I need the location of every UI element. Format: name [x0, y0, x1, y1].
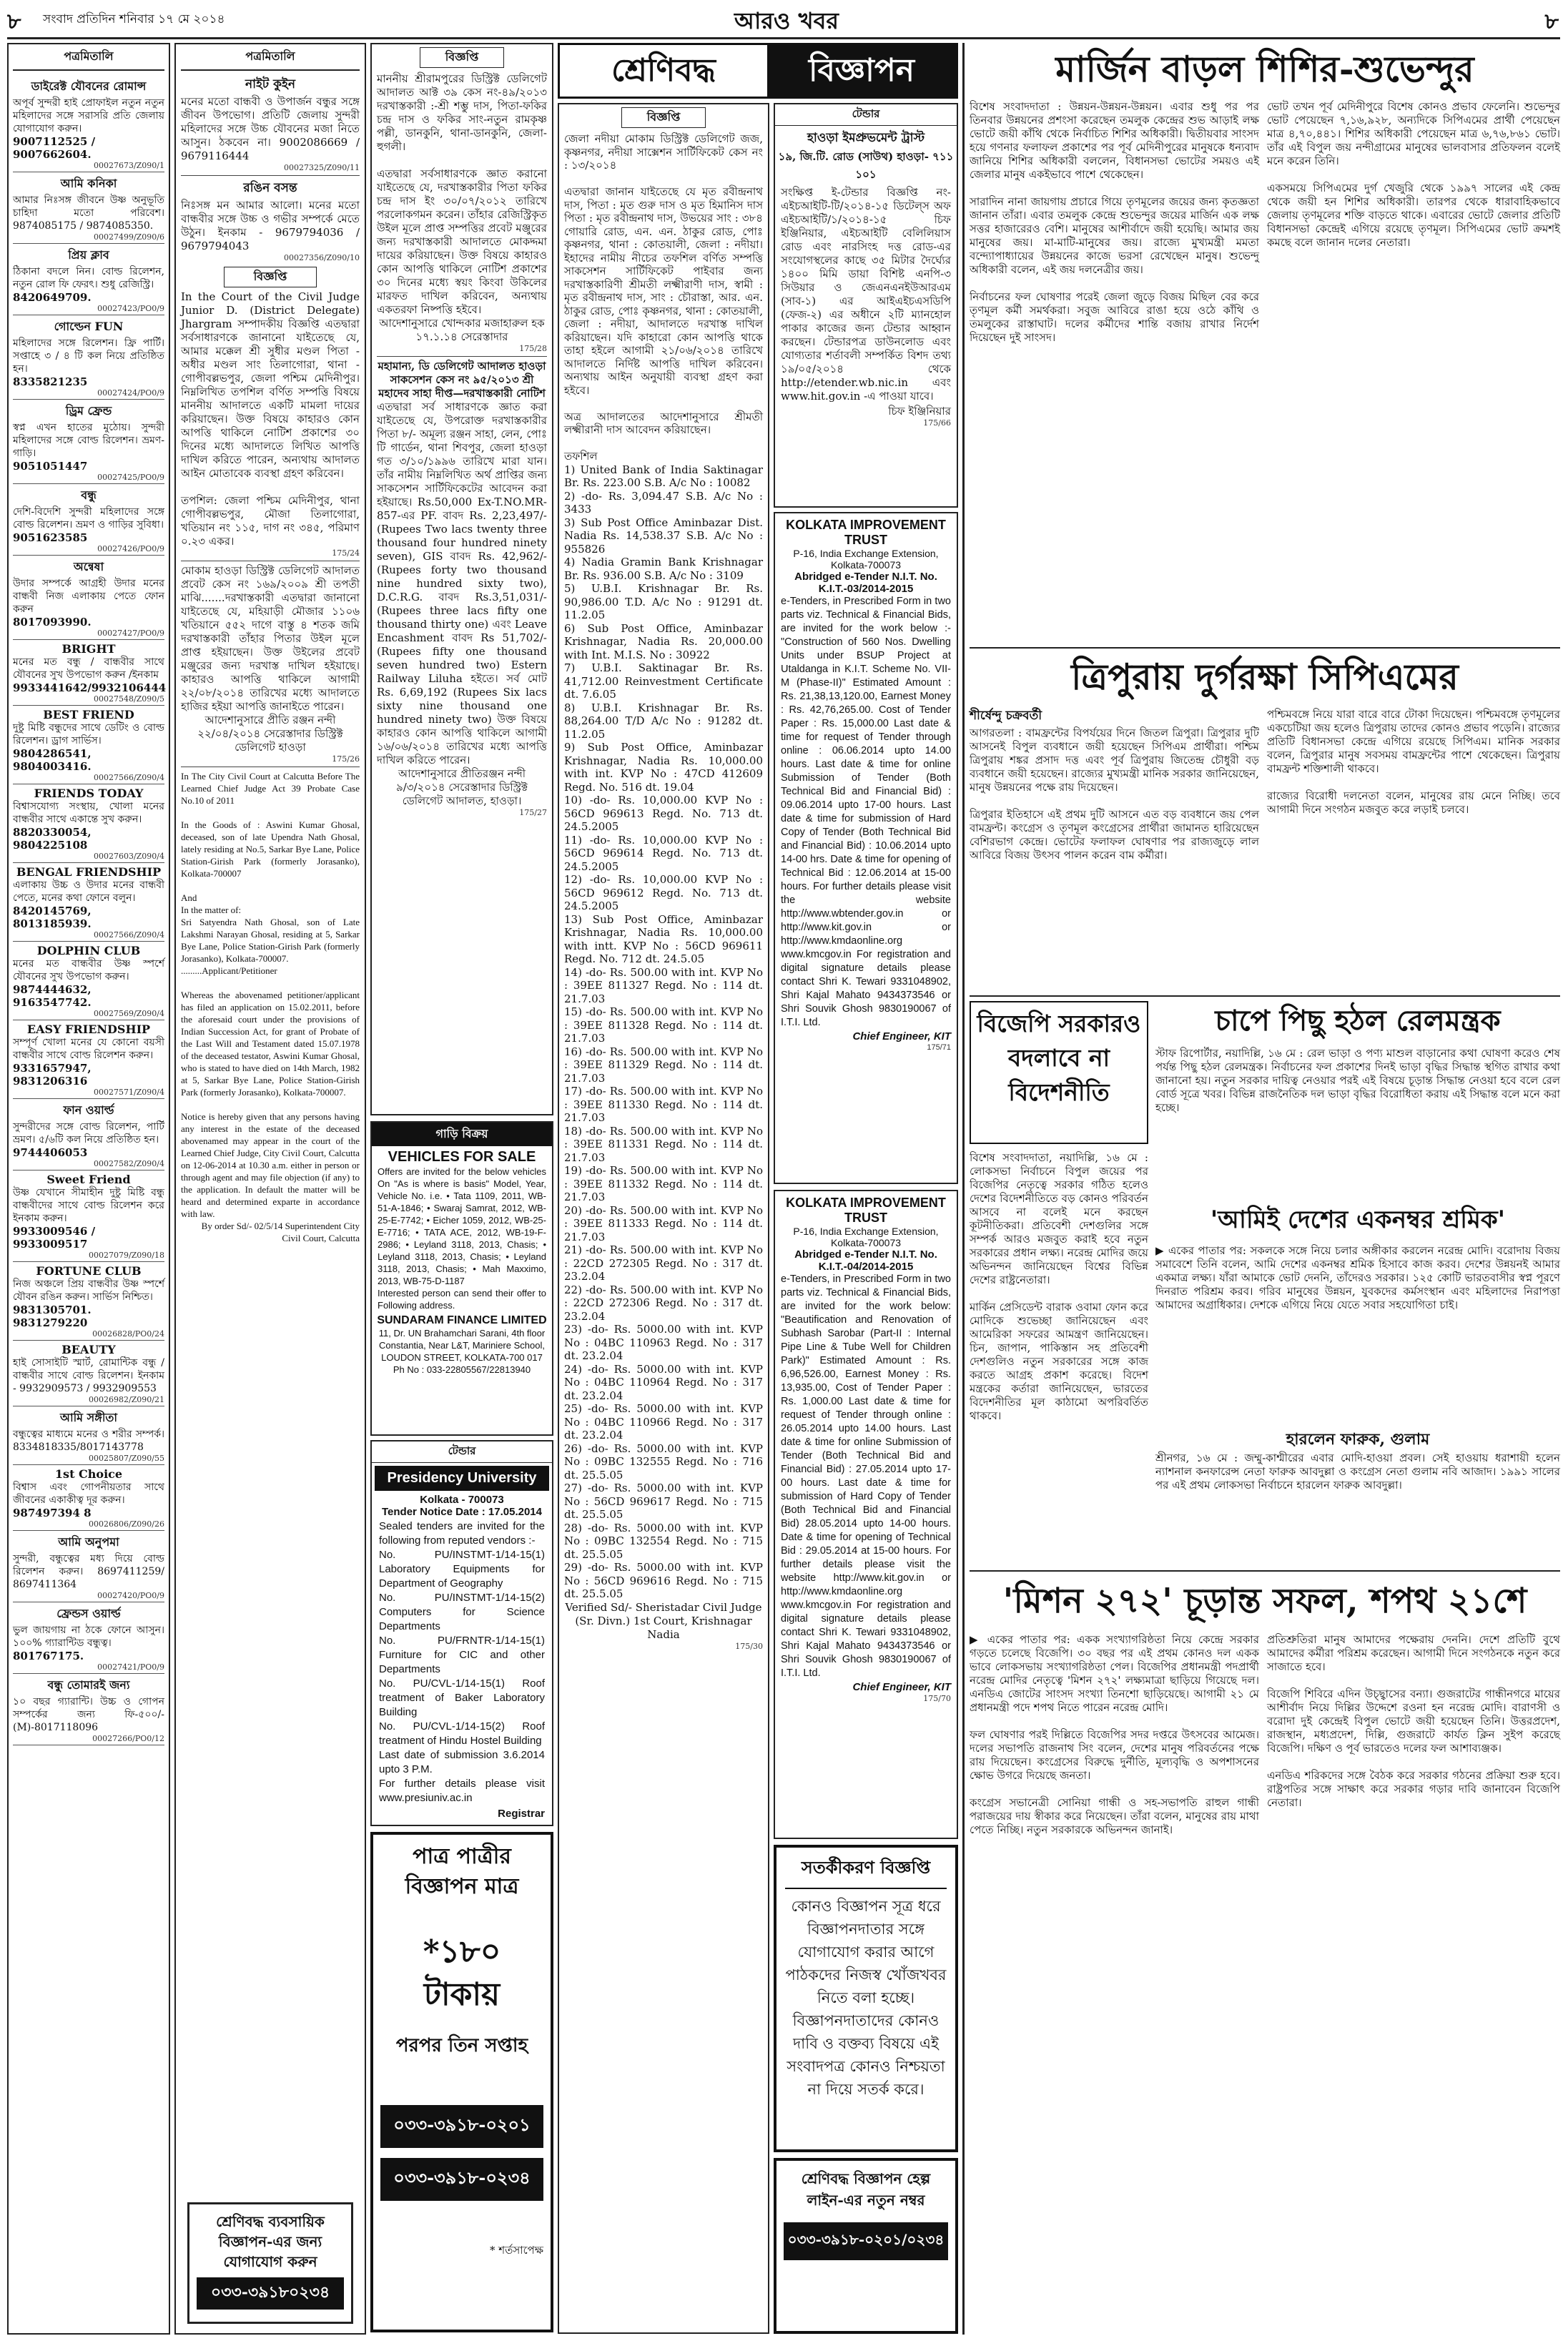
col1-header: পত্রমিতালি [13, 47, 164, 71]
notice-code: 175/24 [332, 548, 360, 558]
ad-phone: 8420649709. [13, 291, 92, 304]
probate-sign: By order Sd/- 02/5/14 Superintendent City Civil Court, Calcutta [201, 1221, 363, 1243]
classified-ad [13, 315, 168, 400]
business-ad-box [187, 2202, 353, 2324]
vehicle-bar: গাড়ি বিক্রয় [372, 1123, 552, 1146]
ad-code: 00026982/Z090/21 [88, 1395, 164, 1404]
ad-title: BENGAL FRIENDSHIP [16, 865, 162, 879]
col4-header: বিজ্ঞপ্তি [621, 107, 706, 128]
kit1-sign: Chief Engineer, KIT [852, 1030, 951, 1043]
classified-ad [13, 1099, 168, 1170]
ad-body: স্বপ্ন এখন হাতের মুঠোয়। সুন্দরী মহিলাদের সঙ্গে বোল্ড রিলেশন। ভ্রমণ-গাড়ি। [13, 422, 168, 459]
ad-body: সুন্দরীদের সঙ্গে বোল্ড রিলেশন, পার্টি ভ্রমণ। ৫/৬টি কল নিয়ে প্রতিষ্ঠিত হন। [13, 1121, 168, 1145]
paper-dateline: সংবাদ প্রতিদিন শনিবার ১৭ মে ২০১৪ [43, 12, 225, 26]
classified-ad [13, 75, 168, 172]
kit2-address: P-16, India Exchange Extension, Kolkata-700073 [793, 1226, 939, 1248]
col1-classifieds [7, 43, 170, 2335]
kit2-title: KOLKATA IMPROVEMENT TRUST [786, 1196, 946, 1225]
ad-title: BRIGHT [61, 642, 116, 656]
helpline-box [774, 2158, 958, 2334]
hit-title: হাওড়া ইমপ্রুভমেন্ট ট্রাস্ট [807, 131, 925, 145]
byline-tripura: শীর্ষেন্দু চক্রবর্তী [970, 709, 1042, 723]
ad-code: 00027079/Z090/18 [88, 1251, 164, 1260]
col5-tender-bar: টেন্ডার [775, 104, 957, 126]
business-ad-text: শ্রেণিবদ্ধ ব্যবসায়িক বিজ্ঞাপন-এর জন্য যোগাযোগ করুন [216, 2213, 325, 2270]
ad-body: সুন্দরী, বন্ধুত্বের মধ্য দিয়ে বোল্ড রিলেশন করুন। 8697411259/ 8697411364 [13, 1553, 168, 1590]
ad-phone: 8335821235 [13, 375, 88, 388]
classified-ad [13, 640, 168, 706]
kit1-code: 175/71 [927, 1043, 951, 1052]
ad-phone: 987497394 8 [13, 1507, 92, 1519]
ad-title: 1st Choice [54, 1467, 123, 1481]
classified-ad [13, 484, 168, 556]
ad-title: BEAUTY [61, 1343, 116, 1356]
ad-body: নিজ অঞ্চলে প্রিয় বান্ধবীর উষ্ণ স্পর্শে যৌবন রঙিন করুন। সার্ভিস নিশ্চিত। [13, 1278, 168, 1303]
ad-phone: 9804286541, 9804003416. [13, 747, 92, 773]
kit1-body: e-Tenders, in Prescribed Form in two parts viz. Technical & Financial Bids, are invited for the work below :- "Construction of 560 Nos. Dwelling Units under BSUP Project at Utaldanga in K.I.T. Scheme No. VII-M (Phase-II)" Estimated Amount : Rs. 21,38,13,120.00, Earnest Money : Rs. 42,76,265.00. Cost of Tender Paper : Rs. 15,000.00 Last date & time for request of Tender through online : 06.06.2014 upto 14.00 hours. Last date & time for online Submission of Tender (Both Technical Bid and Financial Bid) : 09.06.2014 upto 17-00 hours. Last date & time for submission of Hard Copy of Tender (Both Technical Bid and Financial Bid) : 10.06.2014 upto 14-00 hrs. Date & time for opening of Technical Bid : 12.06.2014 at 15-00 hours. For further details please visit the website http://www.wbtender.gov.in or http://www.kit.gov.in or http://www.kmdaonline.org www.kmcgov.in For registration and digital signature details please contact Shri K. Tewari 9331048902, Shri Kajal Mahato 9434373546 or Shri Souvik Ghosh 9830190067 of I.T.I. Ltd. [781, 596, 955, 1028]
kit1-title: KOLKATA IMPROVEMENT TRUST [786, 518, 946, 547]
col4-sign: Verified Sd/- Sheristadar Civil Judge (Sr. Divn.) 1st Court, Krishnagar Nadia [565, 1600, 766, 1641]
story-worker: ▶ একের পাতার পর: সকলকে সঙ্গে নিয়ে চলার অঙ্গীকার করলেন নরেন্দ্র মোদি। বরোদায় বিজয় সমাবেশে তিনি বলেন, আমি দেশের একনম্বর শ্রমিক হিসাবে কাজ করব। দেশের উন্নয়নই আমার একমাত্র লক্ষ্য। যাঁরা আমাকে ভোট দেননি, তাঁদেরও সরকার। ১২৫ কোটি ভারতবাসীর স্বপ্ন পূরণে দিনরাত পরিশ্রম করব। গরিব মানুষের উন্নয়ন, যুবকদের কর্মসংস্থান এবং মহিলাদের নিরাপত্তা আমাদের অগ্রাধিকার। দেশকে এগিয়ে নিয়ে যেতে সবার সহযোগিতা চাই। [1155, 1244, 1564, 1311]
tender-bar: টেন্ডার [372, 1441, 552, 1463]
ad-title: আমি সঙ্গীতা [59, 1411, 118, 1424]
notice-code: 175/28 [519, 344, 547, 353]
ad-body: বিশ্বাসযোগ্য সংস্থায়, খোলা মনের বান্ধবীর সাথে একান্তে সুখ করুন। [13, 801, 168, 825]
ad-title: FRIENDS TODAY [34, 787, 144, 800]
helpline-phone: ০৩৩-৩৯১৮-০২০১/০২৩৪ [784, 2222, 948, 2260]
classified-ad [13, 1170, 168, 1262]
matri-title: পাত্র পাত্রীর বিজ্ঞাপন মাত্র [405, 1844, 519, 1899]
ad-body: দেশি-বিদেশি সুন্দরী মহিলাদের সঙ্গে বোল্ড রিলেশন। ভ্রমণ ও গাড়ির সুবিধা। [13, 506, 168, 531]
ad-code: 00027266/PO0/12 [92, 1734, 164, 1743]
ad-body: বিশ্বাস এবং গোপনীয়তার সাথে জীবনের একাকীত্ব দূর করুন। [13, 1482, 168, 1506]
story-divider [970, 995, 1560, 997]
hit-body: সংক্ষিপ্ত ই-টেন্ডার বিজ্ঞপ্তি নং- এইচআইটি-টি/২০১৪-১৫ ডিটেল্‌স অফ এইচআইটি/১/২০১৪-১৫ চিফ ইঞ্জিনিয়ার, এইচআইটি বেলিলিয়াস রোড এবং নারসিংহ দত্ত রোড-এর সংযোগস্থলের কাছে ৩৫ মিটার দৈর্ঘ্যের ১৪০০ মিমি ডায়া বিশিষ্ট এনপি-৩ সিউয়ার ও জেএনএনইউআরএম (সাব-১) এর আইএইচএসডিপি (ফেজ-২) এর অধীনে ২টি ম্যানহোল পাকার কাজের জন্য টেন্ডার আহ্বান করছেন। টেন্ডারপত্র ডাউনলোড এবং যোগ্যতার শর্তাবলী সম্পর্কিত বিশদ তথ্য ১৯/০৫/২০১৪ থেকে http://etender.wb.nic.in এবং www.hit.gov.in -এ পাওয়া যাবে। [781, 186, 955, 403]
headline-tripura: ত্রিপুরায় দুর্গরক্ষা সিপিএমের [1071, 656, 1459, 698]
headline-worker: 'আমিই দেশের একনম্বর শ্রমিক' [1210, 1206, 1506, 1234]
hit-code: 175/66 [923, 418, 951, 428]
hit-sign: চিফ ইঞ্জিনিয়ার [888, 405, 951, 418]
ad-code: 00027566/Z090/4 [93, 773, 164, 782]
page-number: ৮ [7, 9, 21, 34]
ad-phone: 801767175. [13, 1650, 84, 1662]
col3-header: বিজ্ঞপ্তি [420, 47, 504, 68]
ad-code: 00027325/Z090/11 [283, 163, 360, 172]
col4-body: জেলা নদীয়া মোকাম ডিস্ট্রিক্ট ডেলিগেট জজ, কৃষ্ণনগর, নদীয়া সাক্সেশন সার্টিফিকেট কেস নং : ১৩/২০১৪ এতদ্বারা জানান যাইতেছে যে মৃত রবীন্দ্রনাথ দাস, পিতা : মৃত গুরু দাস ও মৃত হিমানিস দাস পিতা : মৃত রবীন্দ্রনাথ দাস, উভয়ের সাং : ৩৮৪ গোয়ারি রোড, এন. এন. ঠাকুর রোড, পোঃ কৃষ্ণনগর, থানা : কোতয়ালী, জেলা : নদীয়া। ইহাদের নামীয় নীচের তফশিল বর্ণিত সম্পত্তি সাকসেশন সার্টিফিকেট পাইবার জন্য দরখাস্তকারিণী শ্রীমতী লক্ষ্মীরাণী দাস, স্বামী : মৃত রবীন্দ্রনাথ দাস, সাং : চৌরাস্তা, আর. এন. ঠাকুর রোড, পোঃ কৃষ্ণনগর, থানা : কোতয়ালী, জেলা : নদীয়া, আদালতে দরখাস্ত দাখিল করিয়াছেন। যদি কাহারো কোন আপত্তি থাকে তাহা হইলে আগামী ২১/০৬/২০১৪ তারিখে আদালতে নির্দিষ্ট আপত্তি দাখিল করিবেন। অন্যথায় আইন অনুযায়ী ব্যবস্থা গ্রহণ করা হইবে। অত্র আদালতের আদেশানুসারে শ্রীমতী লক্ষ্মীরানী দাস আবেদন করিয়াছেন। তফশিল 1) United Bank of India Saktinagar Br. Rs. 223.00 S.B. A/c No : 10082 2) -do- Rs. 3,094.47 S.B. A/c No : 3433 3) Sub Post Office Aminbazar Dist. Nadia Rs. 14,538.37 S.B. A/c No : 955826 4) Nadia Gramin Bank Krishnagar Br. Rs. 936.00 S.B. A/c No : 3109 5) U.B.I. Krishnagar Br. Rs. 90,986.00 T.D. A/c No : 91291 dt. 11.2.05 6) Sub Post Office, Aminbazar Krishnagar, Nadia Rs. 20,000.00 with Int. M.I.S. No : 30922 7) U.B.I. Saktinagar Br. Rs. 41,712.00 Reinvestment Certificate dt. 7.6.05 8) U.B.I. Krishnagar Br. Rs. 88,264.00 T/D A/c No : 91282 dt. 11.2.05 9) Sub Post Office, Aminbazar Krishnagar, Nadia Rs. 10,000.00 with int. KVP No : 47CD 412609 Regd. No. 516 dt. 19.04 10) -do- Rs. 10,000.00 KVP No : 56CD 969613 Regd. No. 713 dt. 24.5.2005 11) -do- Rs. 10,000.00 KVP No : 56CD 969614 Regd. No. 713 dt. 24.5.2005 12) -do- Rs. 10,000.00 KVP No : 56CD 969612 Regd. No. 713 dt. 24.5.2005 13) Sub Post Office, Aminbazar Krishnagar, Nadia Rs. 10,000.00 with intt. KVP No : 56CD 969611 Regd. No. 712 dt. 24.5.05 14) -do- Rs. 500.00 with int. KVP No : 39EE 811327 Regd. No : 114 dt. 21.7.03 15) -do- Rs. 500.00 with int. KVP No : 39EE 811328 Regd. No : 114 dt. 21.7.03 16) -do- Rs. 500.00 with int. KVP No : 39EE 811329 Regd. No : 114 dt. 21.7.03 17) -do- Rs. 500.00 with int. KVP No : 39EE 811330 Regd. No : 114 dt. 21.7.03 18) -do- Rs. 500.00 with int. KVP No : 39EE 811331 Regd. No : 114 dt. 21.7.03 19) -do- Rs. 500.00 with int. KVP No : 39EE 811332 Regd. No : 114 dt. 21.7.03 20) -do- Rs. 500.00 with int. KVP No : 39EE 811333 Regd. No : 114 dt. 21.7.03 21) -do- Rs. 500.00 with int. KVP No : 22CD 272305 Regd. No : 317 dt. 23.2.04 22) -do- Rs. 500.00 with int. KVP No : 22CD 272306 Regd. No : 317 dt. 23.2.04 23) -do- Rs. 5000.00 with int. KVP No : 04BC 110963 Regd. No : 317 dt. 23.2.04 24) -do- Rs. 5000.00 with int. KVP No : 04BC 110964 Regd. No : 317 dt. 23.2.04 25) -do- Rs. 5000.00 with int. KVP No : 04BC 110966 Regd. No : 317 dt. 23.2.04 26) -do- Rs. 5000.00 with int. KVP No : 09BC 132555 Regd. No : 716 dt. 25.5.05 27) -do- Rs. 5000.00 with int. KVP No : 56CD 969617 Regd. No : 715 dt. 25.5.05 28) -do- Rs. 5000.00 with int. KVP No : 09BC 132554 Regd. No : 715 dt. 25.5.05 29) -do- Rs. 5000.00 with int. KVP No : 56CD 969616 Regd. No : 715 dt. 25.5.05 [564, 132, 763, 1600]
ad-title: ফ্রেন্ডস ওয়ার্ল্ড [56, 1607, 121, 1620]
ad-body: ১০ বছর গ্যারান্টি। উচ্চ ও গোপন সম্পর্কের জন্য ফি-৫০০/- (M)-8017118096 [13, 1696, 168, 1733]
probate-notice-body: মাননীয় শ্রীরামপুরের ডিস্ট্রিক্ট ডেলিগেট আদালত আক্ট ৩৯ কেস নং-৪৯/২০১৩ দরখাস্তকারী :-শ্রী শম্ভু দাস, পিতা-ফকির চন্দ্র দাস ও ফকির সাং-নতুন রামকৃষ্ণ পল্লী, ডানকুনি, থানা-ডানকুনি, জেলা-হুগলী। এতদ্বারা সর্বসাধারণকে জ্ঞাত করানো যাইতেছে যে, দরখাস্তকারীর পিতা ফকির চন্দ্র দাস ইং ৩০/০৭/২০১২ তারিখে পরলোকগমন করেন। তাঁহার রেজিস্ট্রিকৃত উইল মূলে প্রাপ্ত সম্পত্তির প্রবেট মঞ্জুরের জন্য দরখাস্তকারী আদালতে মোকদ্দমা দায়ের করিয়াছেন। উক্ত বিষয়ে কাহারও কোন আপত্তি থাকিলে নোটিশ প্রকাশের ৩০ দিনের মধ্যে স্বয়ং কিংবা উকিলের মারফত দাখিল করিবেন, অন্যথায় একতরফা নিষ্পত্তি হইবে। [377, 72, 547, 316]
story-tripura-right: পশ্চিমবঙ্গে নিয়ে যারা বারে বারে টোকা দিয়েছেন। পশ্চিমবঙ্গে তৃণমূলের একচেটিয়া জয় হলেও ত্রিপুরায় তাদের কোনও প্রভাব পড়েনি। রাজ্যের প্রতিটি বিধানসভা কেন্দ্রে এগিয়ে রয়েছে সিপিএম। মানিক সরকার বলেন, ত্রিপুরার মানুষ সবসময় বামফ্রন্টের পাশে থেকেছেন। ত্রিপুরায় বামফ্রন্ট শক্তিশালী থাকবে। রাজ্যের বিরোধী দলনেতা বলেন, মানুষের রায় মেনে নিচ্ছি। তবে আগামী দিনে সংগঠন মজবুত করে লড়াই চলবে। [1267, 708, 1560, 816]
ad-phone: 8820330054, 9804225108 [13, 826, 92, 852]
ad-code: 00027569/Z090/4 [93, 1009, 164, 1018]
business-ad-phone: ০৩৩-৩৯১৮০২৩৪ [197, 2277, 344, 2310]
matri-price: *১৮০ টাকায় [423, 1933, 501, 2013]
story-divider [970, 1570, 1560, 1572]
story-rail: স্টাফ রিপোর্টার, নয়াদিল্লি, ১৬ মে : রেল ভাড়া ও পণ্য মাশুল বাড়ানোর কথা ঘোষণা করেও শেষ পর্যন্ত পিছু হঠল রেলমন্ত্রক। নির্বাচনের ফল প্রকাশের দিনই ভাড়া বৃদ্ধির সিদ্ধান্ত স্থগিত রাখার কথা জানানো হয়। নতুন সরকার দায়িত্ব নেওয়ার পরই এই বিষয়ে চূড়ান্ত সিদ্ধান্ত নেওয়া হবে বলে রেল বোর্ড সূত্রে খবর। বিভিন্ন রাজনৈতিক দল ভাড়া বৃদ্ধির বিরোধিতা করায় এই সিদ্ধান্ত বলে মনে করা হচ্ছে। [1155, 1047, 1564, 1114]
kit2-sign: Chief Engineer, KIT [852, 1681, 951, 1693]
hit-address: ১৯, জি.টি. রোড (সাউথ) হাওড়া- ৭১১ ১০১ [778, 150, 954, 181]
notice-body: In the Court of the Civil Judge Junior D. (District Delegate) Jhargram সম্পাদকীয় বিজ্ঞপ্তি এতদ্বারা সর্বসাধারণকে জানানো যাইতেছে যে, আমার মক্কেল শ্রী সুধীর মণ্ডল পিতা - অধীর মণ্ডল সাং তিলাগোরা, থানা - গোপীবল্লভপুর, জেলা পশ্চিম মেদিনীপুর। নিম্নলিখিত তপশিল বর্ণিত সম্পত্তি বিষয়ে মাননীয় আদালতে একটি মামলা দায়ের করিয়াছেন। উক্ত বিষয়ে কাহারও কোন আপত্তি থাকিলে নোটিশ প্রকাশের ৩০ দিনের মধ্যে আদালতে লিখিত আপত্তি দাখিল করিতে পারেন, অন্যথায় আদালত আইন মোতাবেক ব্যবস্থা গ্রহণ করিবেন। তপশিল: জেলা পশ্চিম মেদিনীপুর, থানা গোপীবল্লভপুর, মৌজা তিলাগোরা, খতিয়ান নং ১১৫, দাগ নং ৩৪৫, পরিমাণ ০.২৩ একর। [181, 290, 360, 548]
kit2-body: e-Tenders, in Prescribed Form in two parts viz. Technical & Financial Bids, are invited for the work below: "Beautification and Renovation of Subhash Sarobar (Part-II : Internal Pipe Line & Tube Well for Children Park)" Estimated Amount : Rs. 6,96,526.00, Earnest Money : Rs. 13,935.00, Cost of Tender Paper : Rs. 1,000.00 Last date & time for request of Tender through online : 26.05.2014 upto 14.00 hours. Last date & time for online Submission of Tender (Both Technical Bid and Financial Bid) : 27.05.2014 upto 17-00 hours. Last date & time for submission of Hard Copy of Tender (Both Technical Bid and Financial Bid) 28.05.2014 upto 14-00 hours. Date & time for opening of Technical Bid : 29.05.2014 at 15-00 hours. For further details please visit the website http://www.kit.gov.in or http://www.kmdaonline.org www.kmcgov.in For registration and digital signature details please contact Shri K. Tewari 9331048902, Shri Kajal Mahato 9434373546 or Shri Souvik Ghosh 9830190067 of I.T.I. Ltd. [781, 1273, 955, 1679]
ad-phone: 9744406053 [13, 1146, 88, 1159]
classified-ad [13, 1020, 168, 1099]
ad-title: BEST FRIEND [43, 708, 134, 721]
ad-body: ভুল জায়গায় না ঠকে ফোনে আসুন। ১০০% গ্যারান্টিড বন্ধুত্ব। [13, 1625, 168, 1649]
headline-rail: চাপে পিছু হঠল রেলমন্ত্রক [1215, 1004, 1501, 1038]
ad-body: আমার নিঃসঙ্গ জীবনে উষ্ণ অনুভূতি চাহিদা মতো পরিবেশ। 9874085175 / 9874085350. [13, 194, 168, 232]
classified-ad [13, 706, 168, 784]
col4-code: 175/30 [735, 1641, 763, 1651]
classified-ad [13, 863, 168, 942]
ad-code: 00026806/Z090/26 [88, 1519, 164, 1529]
matri-phone-2: ০৩৩-৩৯১৮-০২৩৪ [380, 2158, 543, 2201]
classified-ad [13, 1341, 168, 1406]
banner-right: বিজ্ঞাপন [767, 45, 956, 97]
probate-notice: In The City Civil Court at Calcutta Before The Learned Chief Judge Act 39 Probate Case No.10 of 2011 In the Goods of : Aswini Kumar Ghosal, deceased, son of late Upendra Nath Ghosal, lately residing at No.5, Sarkar Bye Lane, Police Station-Girish Park (formerly Jorasanko), Kolkata-700007 And In the matter of: Sri Satyendra Nath Ghosal, son of Late Lakshmi Narayan Ghosal, residing at 5, Sarkar Bye Lane, Police Station-Girish Park (formerly Jorasanko), Kolkata-700007. .........Applicant/Petitioner Whereas the abovenamed petitioner/applicant has filed an application on 15.02.2011, before the aforesaid court under the provisions of Indian Succession Act, for grant of Probate of the Last Will and Testament dated 15.07.1978 of the deceased testator, Aswini Kumar Ghosal, who is stated to have died on 14th March, 1982 at 5, Sarkar Bye Lane, Police Station-Girish Park (formerly Jorasanko), Kolkata-700007. Notice is hereby given that any persons having any interest in the estate of the deceased abovenamed may appear in the court of the Learned Chief Judge, City Civil Court, Calcutta on 12-06-2014 at 10.30 a.m. either in person or through agent and may file objection (if any) to the application. In default the matter will be heard and determined exparte in accordance with law. [181, 767, 360, 1220]
kit2-code: 175/70 [923, 1694, 951, 1703]
kit1-number: Abridged e-Tender N.I.T. No. K.I.T.-03/2014-2015 [794, 571, 937, 595]
col1-ad-list [13, 75, 168, 1745]
story-foreign-policy: বিশেষ সংবাদদাতা, নয়াদিল্লি, ১৬ মে : লোকসভা নির্বাচনে বিপুল জয়ের পর বিজেপির নেতৃত্বে সরকার গঠিত হলেও দেশের বিদেশনীতিতে বড় কোনও পরিবর্তন আসবে না বলেই মনে করছেন কূটনীতিকরা। প্রতিবেশী দেশগুলির সঙ্গে সম্পর্ক আরও মজবুত করাই হবে নতুন সরকারের প্রধান লক্ষ্য। নরেন্দ্র মোদির জয়ে অভিনন্দন জানিয়েছেন বিশ্বের বিভিন্ন দেশের রাষ্ট্রনেতারা। মার্কিন প্রেসিডেন্ট বারাক ওবামা ফোন করে মোদিকে শুভেচ্ছা জানিয়েছেন এবং আমেরিকা সফরের আমন্ত্রণ জানিয়েছেন। চিন, জাপান, পাকিস্তান সহ প্রতিবেশী দেশগুলিও নতুন সরকারের সঙ্গে কাজ করতে আগ্রহ প্রকাশ করেছে। বিদেশ মন্ত্রকের কর্তারা জানিয়েছেন, ভারতের বিদেশনীতির মূল কাঠামো অপরিবর্তিত থাকবে। [970, 1151, 1148, 1422]
news-divider [962, 43, 965, 2335]
ad-code: 00026828/PO0/24 [92, 1329, 164, 1339]
classified-ad [13, 244, 168, 315]
ad-code: 00027424/PO0/9 [97, 388, 164, 398]
ad-phone: 9051623585 [13, 531, 88, 544]
ad-title: প্রিয় ক্লাব [68, 248, 109, 262]
masthead-rule [7, 37, 1560, 39]
ad-title: DOLPHIN CLUB [36, 944, 141, 957]
caution-title: সতর্কীকরণ বিজ্ঞপ্তি [785, 1855, 947, 1889]
ad-code: 00027421/PO0/9 [97, 1662, 164, 1672]
succession-code: 175/27 [519, 808, 547, 817]
vehicle-title: VEHICLES FOR SALE [388, 1149, 536, 1165]
matri-phone-1: ০৩৩-৩৯১৮-০২০১ [380, 2105, 543, 2148]
headline-foreign-policy: বিজেপি সরকারও বদলাবে না বিদেশনীতি [970, 1001, 1148, 1144]
ad-body: মনের মত বান্ধবীর উষ্ণ স্পর্শে যৌবনের সুখ উপভোগ করুন। [13, 958, 168, 982]
presidency-tender [370, 1440, 553, 1826]
ad-body: উদার সম্পর্কে আগ্রহী উদার মনের বান্ধবী নিজ এলাকায় পেতে ফোন করুন [13, 578, 168, 615]
headline-margin: মার্জিন বাড়ল শিশির-শুভেন্দুর [1055, 48, 1474, 90]
classified-ad [13, 400, 168, 484]
ad-title: অন্বেষা [73, 560, 104, 573]
classified-ad [13, 1531, 168, 1602]
ad-code: 00027566/Z090/4 [93, 930, 164, 940]
kit-tender-1 [774, 512, 958, 1184]
matri-weeks: পরপর তিন সপ্তাহ [395, 2035, 528, 2056]
university-sub: Kolkata - 700073 [420, 1494, 504, 1506]
ad-title: আমি অনুপমা [58, 1535, 119, 1549]
ad-title: রঙিন বসন্ত [181, 175, 360, 199]
notice2-sign: আদেশানুসারে প্রীতি রঞ্জন নন্দী ২২/০৪/২০১৪ সেরেস্তাদার ডিস্ট্রিক্ট ডেলিগেট হাওড়া [197, 714, 347, 754]
classified-ad [13, 1406, 168, 1465]
story-mission-right: প্রতিশ্রুতিরা মানুষ আমাদের পক্ষেরায় দেননি। দেশে প্রতিটি বুথে আমাদের কর্মীরা পরিশ্রম করেছেন। আগামী দিনে সংগঠনকে নতুন করে সাজাতে হবে। বিজেপি শিবিরে এদিন উচ্ছ্বাসের বন্যা। গুজরাটের গান্ধীনগরে মায়ের আশীর্বাদ নিয়ে দিল্লির উদ্দেশে রওনা হন নরেন্দ্র মোদি। বারাণসী ও বরোদা দুই কেন্দ্রেই বিপুল ভোটে জয়ী হয়েছেন তিনি। উত্তরপ্রদেশ, রাজস্থান, মধ্যপ্রদেশ, দিল্লি, গুজরাটে কার্যত ক্লিন সুইপ করেছে বিজেপি। দক্ষিণ ও পূর্ব ভারতেও দলের ফল আশাব্যঞ্জক। এনডিএ শরিকদের সঙ্গে বৈঠক করে সরকার গঠনের প্রক্রিয়া শুরু হবে। রাষ্ট্রপতির সঙ্গে সাক্ষাৎ করে সরকার গড়ার দাবি জানাবেন বিজেপি নেতারা। [1267, 1633, 1560, 1809]
story-margin-right: ভোট তখন পূর্ব মেদিনীপুরে বিশেষ কোনও প্রভাব ফেলেনি। শুভেন্দুর ভোট পেয়েছেন ৭,১৬,৯২৮, অন্যদিকে সিপিএমের প্রার্থী পেয়েছেন মাত্র ৪,৭০,৪৪১। শিশির অধিকারী পেয়েছেন মাত্র ৬,৭৬,৮৬১ ভোট। তাঁর এই বিপুল জয় নন্দীগ্রামের মানুষের ভালবাসার প্রতিফলন বলেই মনে করেন তিনি। একসময়ে সিপিএমের দুর্গ খেজুরি থেকে ১৯৯৭ সালের এই কেন্দ্র থেকে জয়ী হন শিশির অধিকারী। তারপর থেকে ধারাবাহিকভাবে জেলায় তৃণমূলের শক্তি বাড়তে থাকে। এবারের ভোটে জেলার প্রতিটি বিধানসভা কেন্দ্রেই এগিয়ে রয়েছে তৃণমূল। সিপিএমের ভোট ক্রমশই কমছে বলে জানান দলের নেতারা। [1267, 100, 1560, 249]
notice-sign: আদেশানুসারে খোন্দকার মজাহারুল হক ১৭.১.১৪ সেরেস্তাদার [379, 317, 548, 343]
col2-classifieds [174, 43, 366, 2335]
tender-notice-date: Tender Notice Date : 17.05.2014 [382, 1506, 542, 1518]
classified-ad [13, 784, 168, 863]
story-divider [970, 647, 1560, 649]
ad-body: দুষ্টু মিষ্টি বন্ধুদের সাথে ডেটিং ও বোল্ড রিলেশন। ড্রাগ সার্ভিস। [13, 722, 168, 746]
ad-phone: 9331657947, 9831206316 [13, 1062, 92, 1088]
classified-ad [13, 1674, 168, 1745]
story-mission-left: ▶ একের পাতার পর: একক সংখ্যাগরিষ্ঠতা নিয়ে কেন্দ্রে সরকার গড়তে চলেছে বিজেপি। ৩০ বছর পর এই প্রথম কোনও দল একক ভাবে লোকসভায় সংখ্যাগরিষ্ঠতা পেল। বিজেপির প্রধানমন্ত্রী পদপ্রার্থী নরেন্দ্র মোদির নেতৃত্বে 'মিশন ২৭২' লক্ষ্যমাত্রা ছাড়িয়ে গিয়েছে দল। এনডিএ জোটের সাংসদ সংখ্যা তিনশো ছাড়িয়েছে। আগামী ২১ মে প্রধানমন্ত্রী পদে শপথ নিতে পারেন নরেন্দ্র মোদি। ফল ঘোষণার পরই দিল্লিতে বিজেপির সদর দপ্তরে উৎসবের আমেজ। দলের সভাপতি রাজনাথ সিং বলেন, দেশের মানুষ পরিবর্তনের পক্ষে রায় দিয়েছেন। কংগ্রেসের বিরুদ্ধে দুর্নীতি, মূল্যবৃদ্ধি ও অপশাসনের ক্ষোভ উগরে দিয়েছে জনতা। কংগ্রেস সভানেত্রী সোনিয়া গান্ধী ও সহ-সভাপতি রাহুল গান্ধী পরাজয়ের দায় স্বীকার করে নিয়েছেন। তাঁরা বলেন, মানুষের রায় মাথা পেতে নিচ্ছি। নতুন সরকারকে অভিনন্দন জানাই। [970, 1633, 1259, 1836]
classified-banner [558, 43, 958, 99]
ad-code: 00025807/Z090/55 [88, 1454, 164, 1463]
ad-body: মনের মত বন্ধু / বান্ধবীর সাথে যৌবনের সুখ উপভোগ করুন /ইনকাম [13, 656, 168, 681]
ad-code: 00027426/PO0/9 [97, 544, 164, 553]
vehicle-address: 11, Dr. UN Brahamchari Sarani, 4th floor Constantia, Near L&T, Mariniere School, LOUDON STREET, KOLKATA-700 017 Ph No : 033-22805567/22813940 [378, 1328, 548, 1375]
ad-title: FORTUNE CLUB [36, 1264, 142, 1278]
kit2-number: Abridged e-Tender N.I.T. No. K.I.T.-04/2014-2015 [794, 1248, 937, 1273]
ad-code: 00027548/Z090/5 [93, 694, 164, 704]
ad-body: বন্ধুত্বের মাধ্যমে মনের ও শরীর সম্পর্ক। 8334818335/8017143778 [13, 1429, 168, 1453]
classified-ad [13, 1602, 168, 1674]
ad-phone: 8017093990. [13, 616, 92, 629]
notice-header: বিজ্ঞপ্তি [224, 267, 317, 287]
matrimonial-ad [370, 1832, 553, 2332]
ad-phone: 8420145769, 8013185939. [13, 905, 92, 930]
classified-ad [13, 942, 168, 1020]
vehicle-company: SUNDARAM FINANCE LIMITED [377, 1314, 547, 1326]
story-farooq: শ্রীনগর, ১৬ মে : জম্মু-কাশ্মীরের এবার মোদি-হাওয়া প্রবল। সেই হাওয়ায় ধরাশায়ী হলেন ন্যাশনাল কনফারেন্স নেতা ফারুক আবদুল্লা ও কংগ্রেস নেতা গুলাম নবি আজাদ। ১৯৯১ সালের পর এই প্রথম লোকসভা নির্বাচনে হারলেন ফারুক আবদুল্লা। [1155, 1452, 1564, 1492]
vehicle-body: Offers are invited for the below vehicles On "As is where is basis" Model, Year, Vehicle No. i.e. • Tata 1109, 2011, WB-51-A-1846; • Swaraj Samrat, 2012, WB-25-E-7742; • Eicher 1059, 2012, WB-25-E-7716; • TATA ACE, 2012, WB-19-F-2986; • Leyland 3118, 2013, Chasis; • Leyland 3118, 2013, Chasis; • Leyland 3118, 2013, Chasis; • Mah Maxximo, 2013, WB-75-D-1187 Interested person can send their offer to Following address. [378, 1166, 546, 1311]
succession-sign: আদেশানুসারে প্রীতিরঞ্জন নন্দী ৯/৩/২০১৪ সেরেস্তাদার ডিস্ট্রিক্ট ডেলিগেট আদালত, হাওড়া। [395, 767, 531, 807]
tender-sign: Registrar [498, 1808, 545, 1820]
notice2-code: 175/26 [332, 754, 360, 764]
ad-body: মনের মতো বান্ধবী ও উপার্জন বন্ধুর সঙ্গে জীবন উপভোগ। প্রতিটি জেলায় সুন্দরী মহিলাদের সঙ্গে উচ্চ যৌবনের মজা নিতে আসুন। ঠকবেন না। 9002086669 / 9679116444 [181, 95, 363, 162]
ad-title: বন্ধু [81, 488, 97, 502]
headline-farooq: হারলেন ফারুক, গুলাম [1286, 1430, 1430, 1449]
ad-title: ফান ওয়ার্ল্ড [63, 1103, 114, 1117]
ad-phone: 9007112525 / 9007662604. [13, 135, 96, 161]
notice2-body: মোকাম হাওড়া ডিস্ট্রিক্ট ডেলিগেট আদালত প্রবেট কেস নং ১৬৯/২০০৯ শ্রী তপতী মাঝি.......দরখাস্তকারী এতদ্বারা জানানো যাইতেছে যে, মহিয়াড়ী মৌজার ১১০৬ খতিয়ানে ৫৫২ দাগে বাস্তু ৪ শতক জমি দরখাস্তকারী তাঁহার পিতার উইল মূলে প্রাপ্ত হইয়াছেন। উক্ত উইলের প্রবেট মঞ্জুরের জন্য দরখাস্ত দাখিল হইয়াছে। কাহারও আপত্তি থাকিলে আগামী ২২/০৮/২০১৪ তারিখের মধ্যে আদালতে হাজির হইয়া আপত্তি জানাইতে পারেন। [181, 561, 360, 714]
ad-code: 00027420/PO0/9 [97, 1591, 164, 1600]
ad-body: সম্পূর্ণ খোলা মনের যে কোনো বয়সী বান্ধবীর সাথে বোল্ড রিলেশন করুন। [13, 1037, 168, 1061]
ad-title: ড্রিম ফ্রেন্ড [65, 404, 112, 418]
ad-phone: 9933441642/9932106444 [13, 681, 167, 694]
ad-title: আমি কনিকা [60, 177, 117, 190]
ad-code: 00027673/Z090/1 [93, 161, 164, 170]
ad-title: ডাইরেক্ট যৌবনের রোমান্স [31, 79, 147, 93]
hit-tender [774, 103, 958, 508]
succession-head: মহামান্য, ডি ডেলিগেট আদালত হাওড়া সাকসেশন কেস নং ৯৫/২০১৩ শ্রী মহাদেব সাহা দীপ্ত—দরখাস্তকারী নোটিশ [377, 356, 547, 400]
classified-ad [13, 1262, 168, 1341]
banner-left: শ্রেণিবদ্ধ [611, 52, 716, 89]
ad-body: নিঃসঙ্গ মন আমার আলো। মনের মতো বান্ধবীর সঙ্গে উচ্চ ও গভীর সম্পর্কে মেতে উঠুন। ইনকাম - 9679794036 / 9679794043 [181, 199, 363, 252]
page-number-right: ৮ [1544, 9, 1559, 34]
classified-ad [13, 1465, 168, 1531]
ad-phone: 9874444632, 9163547742. [13, 983, 92, 1009]
col3-notices [370, 43, 553, 1115]
ad-body: ঠিকানা বদলে নিন। বোল্ড রিলেশন, নতুন রোল ফি ফেরৎ। শুধু রেজিস্ট্রি। [13, 266, 168, 290]
ad-title: EASY FRIENDSHIP [26, 1022, 151, 1036]
vehicle-sale-ad [370, 1121, 553, 1436]
university-name: Presidency University [375, 1466, 549, 1491]
caution-body: কোনও বিজ্ঞাপন সূত্র ধরে বিজ্ঞাপনদাতার সঙ্গে যোগাযোগ করার আগে পাঠকদের নিজস্ব খোঁজখবর নিতে বলা হচ্ছে। বিজ্ঞাপনদাতাদের কোনও দাবি ও বক্তব্য বিষয়ে এই সংবাদপত্র কোনও নিশ্চয়তা না দিয়ে সতর্ক করে। [785, 1898, 947, 2098]
matri-terms: * শর্তসাপেক্ষ [489, 2244, 543, 2257]
ad-code: 00027427/PO0/9 [97, 629, 164, 638]
ad-body: এলাকায় উচ্চ ও উদার মনের বান্ধবী পেতে, মনের কথা ফোনে বলুন। [13, 879, 168, 904]
kit1-address: P-16, India Exchange Extension, Kolkata-700073 [793, 548, 939, 571]
story-tripura-left: আগরতলা : বামফ্রন্টের বিপর্যয়ের দিনে জিতল ত্রিপুরা। ত্রিপুরার দুটি আসনেই বিপুল ব্যবধানে জয়ী হয়েছেন সিপিএম প্রার্থীরা। পশ্চিম ত্রিপুরায় শঙ্কর প্রসাদ দত্ত এবং পূর্ব ত্রিপুরায় জিতেন্দ্র চৌধুরী বড় ব্যবধানে জয়ী হয়েছেন। রাজ্যের মুখ্যমন্ত্রী মানিক সরকার জানিয়েছেন, মানুষ উন্নয়নের পক্ষে রায় দিয়েছেন। ত্রিপুরার ইতিহাসে এই প্রথম দুটি আসনে এত বড় ব্যবধানে জয় পেল বামফ্রন্ট। কংগ্রেস ও তৃণমূল কংগ্রেসের প্রার্থীরা জামানত হারিয়েছেন বেশিরভাগ কেন্দ্রে। ভোটের ফলাফল ঘোষণার পর রাজ্যজুড়ে লাল আবিরে বিজয় উৎসব পালন করেন বাম কর্মীরা। [970, 726, 1259, 862]
caution-notice [774, 1845, 958, 2152]
succession-body: এতদ্বারা সর্ব সাধারণকে জ্ঞাত করা যাইতেছে যে, উপরোক্ত দরখাস্তকারীর পিতা ৮/- অমূল্য রঞ্জন সাহা, লেন, পোঃ টি গার্ডেন, থানা শিবপুর, জেলা হাওড়া গত ৩/১০/১৯৯৬ তারিখে মারা যান। তাঁর নামীয় নিম্নলিখিত অর্থ প্রাপ্তির জন্য সাকসেশন সার্টিফিকেটের আবেদন করা হইয়াছে। Rs.50,000 Ex-T.NO.MR-857-এর PF. বাবদ Rs. 2,23,497/- (Rupees Two lacs twenty three thousand four hundred ninety seven), GIS বাবদ Rs. 42,962/- (Rupees forty two thousand nine hundred sixty two), D.C.R.G. বাবদ Rs.3,51,031/- (Rupees three lacs fifty one thousand thirty one) এবং Leave Encashment বাবদ Rs 51,702/- (Rupees fifty one thousand seven hundred two) Estern Railway Liluha হইতে। সর্ব মোট Rs. 6,69,192 (Rupees Six lacs sixty nine thousand one hundred ninety two) উক্ত বিষয়ে কাহারও কোন আপত্তি থাকিলে আগামী ১৬/০৬/২০১৪ তারিখের মধ্যে আপত্তি দাখিল করিতে পারেন। [377, 400, 551, 767]
ad-title: গোল্ডেন FUN [54, 320, 124, 333]
ad-code: 00027603/Z090/4 [93, 852, 164, 861]
ad-title: Sweet Friend [46, 1173, 131, 1186]
ad-code: 00027423/PO0/9 [97, 304, 164, 313]
ad-code: 00027499/Z090/6 [93, 232, 164, 242]
ad-body: হাই সোসাইটি স্মার্ট, রোমান্টিক বন্ধু / বান্ধবীর সাথে বোল্ড রিলেশন। ইনকাম - 9932909573 / 9932909553 [13, 1357, 168, 1394]
ad-code: 00027425/PO0/9 [97, 473, 164, 482]
tender-body: Sealed tenders are invited for the following from reputed vendors :- No. PU/INSTMT-1/14-15(1) Laboratory Equipments for Department of Geography No. PU/INSTMT-1/14-15(2) Computers for Science Departments No. PU/FRNTR-1/14-15(1) Furniture for CIC and other Departments No. PU/CVL-1/14-15(1) Roof treatment of Baker Laboratory Building No. PU/CVL-1/14-15(2) Roof treatment of Hindu Hostel Building Last date of submission 3.6.2014 upto 3 P.M. For further details please visit www.presiuniv.ac.in [379, 1520, 545, 1804]
col4-succession-notice [558, 103, 769, 2334]
kit-tender-2 [774, 1190, 958, 1839]
headline-mission-272: 'মিশন ২৭২' চূড়ান্ত সফল, শপথ ২১শে [1002, 1581, 1527, 1621]
ad-phone: 9051051447 [13, 460, 88, 473]
ad-title: বন্ধু তোমারই জন্য [47, 1678, 130, 1692]
story-margin-left: বিশেষ সংবাদদাতা : উন্নয়ন-উন্নয়ন-উন্নয়ন। এবার শুধু পর পর তিনবার উন্নয়নের প্রশংসা করেছেন তমলুক কেন্দ্রের শুভ আড়াই লক্ষ ভোটে জয়ী কাঁথি থেকে নির্বাচিত শিশির অধিকারী। দ্বিতীয়বার সাংসদ হয়ে গণনার ফলাফল প্রকাশের পর পূর্ব মেদিনীপুরের মানুষকে ধন্যবাদ জানিয়ে শিশির অধিকারী বললেন, বিধানসভা ভোটের সময়ও এই জেলার মানুষ একইভাবে পাশে থেকেছেন। সারাদিন নানা জায়গায় প্রচারে গিয়ে তৃণমূলের জয়ের জন্য কৃতজ্ঞতা জানান তাঁরা। এবার তমলুক কেন্দ্রে শুভেন্দুর জয়ের মার্জিন এক লক্ষ সত্তর হাজারেরও বেশি। মানুষের আশীর্বাদে জয়ী হয়েছি। আমার জয় মানুষের জয়। মা-মাটি-মানুষের জয়। রাজ্যে মুখ্যমন্ত্রী মমতা বন্দ্যোপাধ্যায়ের উন্নয়নের কাজে ভরসা রেখেছেন মানুষ। শুভেন্দু অধিকারী বলেন, এই জয় দলনেত্রীর জয়। নির্বাচনের ফল ঘোষণার পরেই জেলা জুড়ে বিজয় মিছিল বের করে তৃণমূল কর্মী সমর্থকরা। সবুজ আবিরে রাঙা হয়ে ওঠে কাঁথি ও তমলুকের রাস্তাঘাট। দলের কর্মীদের শান্তি বজায় রাখার নির্দেশ দিয়েছেন দুই সাংসদ। [970, 100, 1259, 344]
ad-body: উষ্ণ যেখানে সীমাহীন দুষ্টু মিষ্টি বন্ধু বান্ধবীদের সাথে বোল্ড রিলেশন করে ইনকাম করুন। [13, 1187, 168, 1224]
ad-title: নাইট কুইন [245, 77, 295, 92]
section-title: আরও খবর [734, 7, 839, 34]
classified-ad [13, 556, 168, 640]
ad-body: অপূর্ব সুন্দরী হাই প্রোফাইল নতুন নতুন মহিলাদের সঙ্গে সরাসরি প্রতি জেলায় যোগাযোগ করুন। [13, 97, 168, 134]
ad-code: 00027571/Z090/4 [93, 1088, 164, 1097]
classified-ad [13, 172, 168, 244]
ad-phone: 9933009546 / 9933009517 [13, 1225, 96, 1251]
col2-header: পত্রমিতালি [181, 47, 360, 71]
ad-body: মহিলাদের সঙ্গে রিলেশন। ফ্রি পার্টি। সপ্তাহে ৩ / ৪ টি কল নিয়ে প্রতিষ্ঠিত হন। [13, 337, 168, 375]
ad-phone: 9831305701. 9831279220 [13, 1303, 92, 1329]
helpline-title: শ্রেণিবদ্ধ বিজ্ঞাপন হেল্প লাইন-এর নতুন নম্বর [801, 2170, 931, 2209]
ad-code: 00027356/Z090/10 [283, 253, 360, 262]
ad-code: 00027582/Z090/4 [93, 1159, 164, 1168]
